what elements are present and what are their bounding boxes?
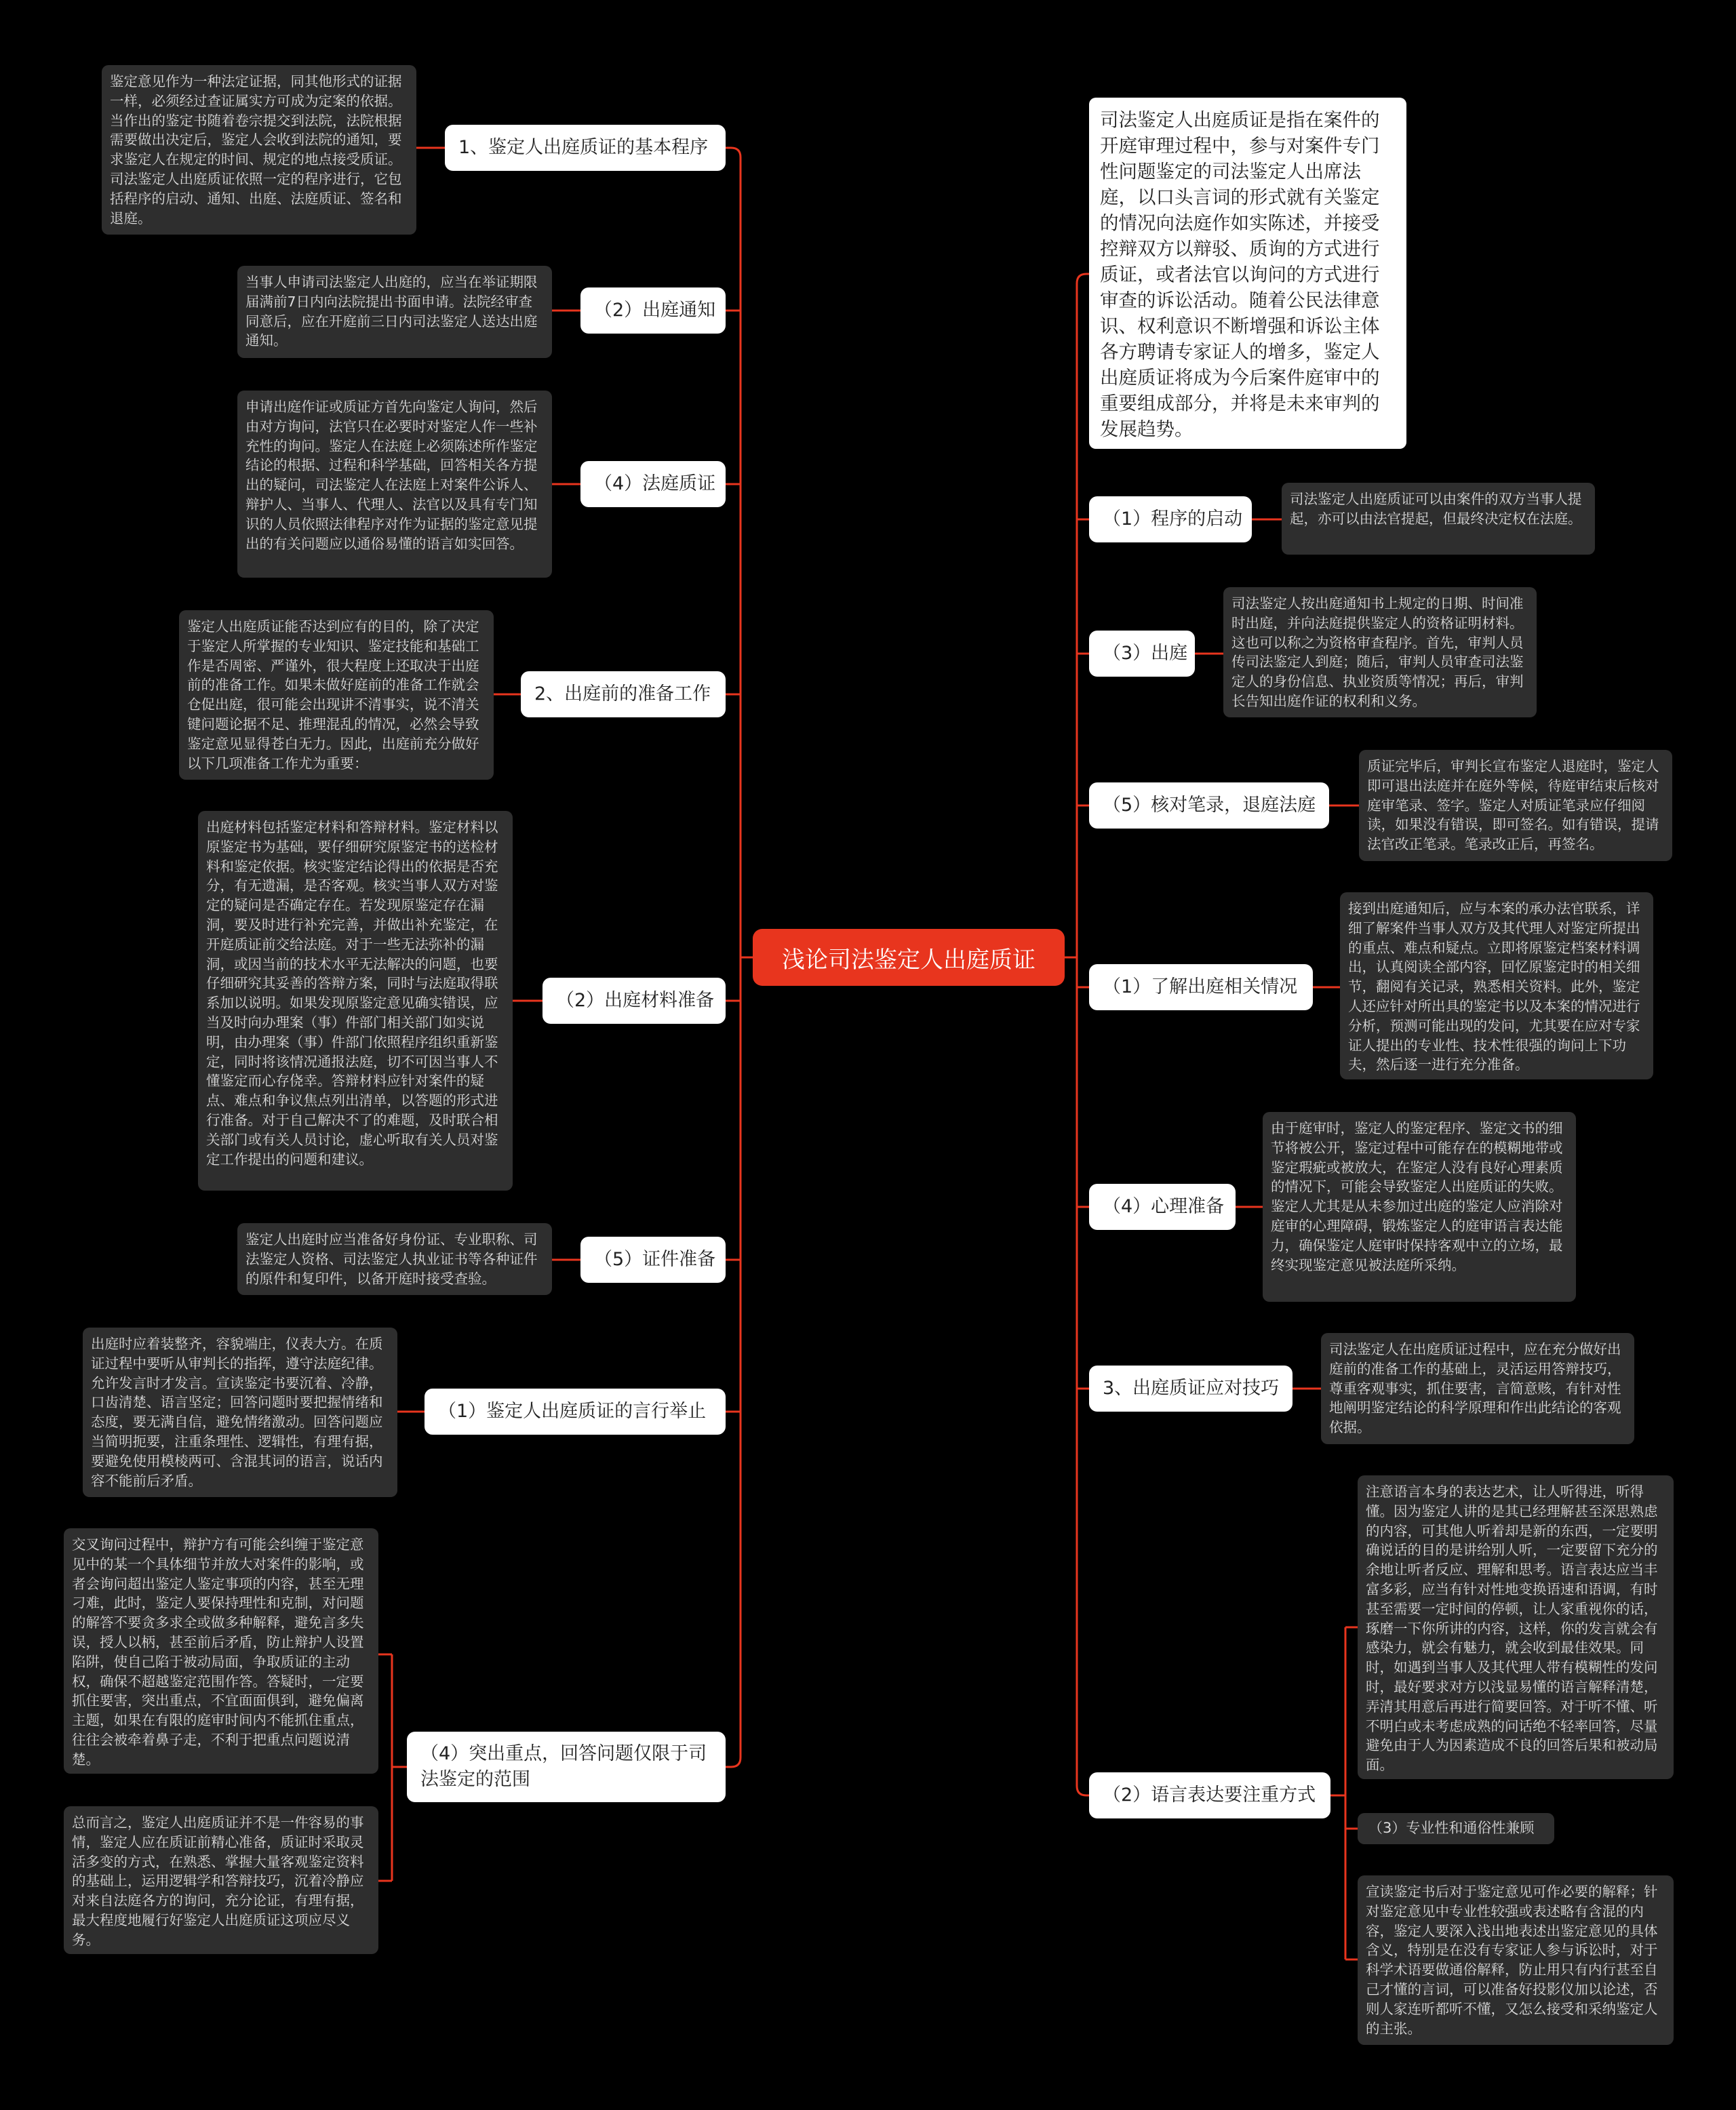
link-left-top <box>726 148 741 157</box>
branch-psychological-preparation[interactable]: （4）心理准备 <box>1089 1184 1236 1230</box>
note-professional-popular: 宣读鉴定书后对于鉴定意见可作必要的解释；针对鉴定意见中专业性较强或表述略有含混的内容，鉴定人要深入浅出地表述出鉴定意见的具体含义，特别是在没有专家证人参与诉讼时，对于科学术语要做通俗解释，防止用只有内行甚至自己才懂的言词，可以准备好投影仪加以论述，否则人家连听都听不懂，又怎么接受和采纳鉴定人的主张。 <box>1358 1875 1674 2045</box>
note-court-examination: 申请出庭作证或质证方首先向鉴定人询问，然后由对方询问，法官只在必要时对鉴定人作一些补充性的询问。鉴定人在法庭上必须陈述所作鉴定结论的根据、过程和科学基础，回答相关各方提出的疑问，司法鉴定人在法庭上对案件公诉人、辩护人、当事人、代理人、法官以及具有专门知识的人员依照法律程序对作为证据的鉴定意见提出的有关问题应以通俗易懂的语言如实回答。 <box>237 391 552 578</box>
note-conclusion: 总而言之，鉴定人出庭质证并不是一件容易的事情，鉴定人应在质证前精心准备，质证时采取灵活多变的方式，在熟悉、掌握大量客观鉴定资料的基础上，运用逻辑学和答辩技巧，沉着冷静应对来自法庭各方的询问，充分论证，有理有据，最大程度地履行好鉴定人出庭质证这项应尽义务。 <box>64 1806 378 1954</box>
branch-pre-court-preparation[interactable]: 2、出庭前的准备工作 <box>521 671 726 717</box>
branch-conduct[interactable]: （1）鉴定人出庭质证的言行举止 <box>425 1389 726 1435</box>
note-language-art: 注意语言本身的表达艺术，让人听得进，听得懂。因为鉴定人讲的是其已经理解甚至深思熟虑的内容，可其他人听着却是新的东西，一定要明确说话的目的是讲给别人听，一定要留下充分的余地让听者反应、理解和思考。语言表达应当丰富多彩，应当有针对性地变换语速和语调，有时甚至需要一定时间的停顿，让人家重视你的话，琢磨一下你所讲的内容，这样，你的发言就会有感染力，就会有魅力，就会收到最佳效果。同时，如遇到当事人及其代理人带有模糊性的发问时，最好要求对方以浅显易懂的语言解释清楚，弄清其用意后再进行简要回答。对于听不懂、听不明白或未考虑成熟的问话绝不轻率回答，尽量避免由于人为因素造成不良的回答后果和被动局面。 <box>1358 1475 1674 1779</box>
branch-check-transcript[interactable]: （5）核对笔录，退庭法庭 <box>1089 782 1329 829</box>
link-left-bottom <box>726 1757 741 1767</box>
branch-court-notice[interactable]: （2）出庭通知 <box>580 287 726 334</box>
bracket-right-r7 <box>1330 1627 1358 1959</box>
branch-language-expression[interactable]: （2）语言表达要注重方式 <box>1089 1772 1330 1818</box>
branch-court-examination[interactable]: （4）法庭质证 <box>580 461 726 507</box>
branch-response-skills[interactable]: 3、出庭质证应对技巧 <box>1089 1366 1293 1412</box>
note-understand-situation: 接到出庭通知后，应与本案的承办法官联系，详细了解案件当事人双方及其代理人对鉴定所提出的重点、难点和疑点。立即将原鉴定档案材料调出，认真阅读全部内容，回忆原鉴定时的相关细节，翻阅有关记录，熟悉相关资料。此外，鉴定人还应针对所出具的鉴定书以及本案的情况进行分析，预测可能出现的发问，尤其要在应对专家证人提出的专业性、技术性很强的询问上下功夫，然后逐一进行充分准备。 <box>1340 892 1653 1079</box>
note-court-notice: 当事人申请司法鉴定人出庭的，应当在举证期限届满前7日内向法院提出书面申请。法院经审查同意后，应在开庭前三日内司法鉴定人送达出庭通知。 <box>237 266 552 358</box>
note-procedure-start: 司法鉴定人出庭质证可以由案件的双方当事人提起，亦可以由法官提起，但最终决定权在法庭。 <box>1282 483 1595 555</box>
central-topic[interactable]: 浅论司法鉴定人出庭质证 <box>753 929 1065 986</box>
intro-note: 司法鉴定人出庭质证是指在案件的开庭审理过程中，参与对案件专门性问题鉴定的司法鉴定人出席法庭，以口头言词的形式就有关鉴定的情况向法庭作如实陈述，并接受控辩双方以辩驳、质询的方式进行质证，或者法官以询问的方式进行审查的诉讼活动。随着公民法律意识、权利意识不断增强和诉讼主体各方聘请专家证人的增多，鉴定人出庭质证将成为今后案件庭审中的重要组成部分，并将是未来审判的发展趋势。 <box>1089 98 1406 449</box>
note-response-skills: 司法鉴定人在出庭质证过程中，应在充分做好出庭前的准备工作的基础上，灵活运用答辩技巧，尊重客观事实，抓住要害，言简意赅，有针对性地阐明鉴定结论的科学原理和作出此结论的客观依据。 <box>1321 1333 1634 1444</box>
subtopic-professional-popular[interactable]: （3）专业性和通俗性兼顾 <box>1358 1813 1554 1844</box>
note-materials-preparation: 出庭材料包括鉴定材料和答辩材料。鉴定材料以原鉴定书为基础，要仔细研究原鉴定书的送检材料和鉴定依据。核实鉴定结论得出的依据是否充分，有无遗漏，是否客观。核实当事人双方对鉴定的疑问是否确定存在。若发现原鉴定存在漏洞，要及时进行补充完善，并做出补充鉴定，在开庭质证前交给法庭。对于一些无法弥补的漏洞，或因当前的技术水平无法解决的问题，也要仔细研究其妥善的答辩方案，同时与法庭取得联系加以说明。如果发现原鉴定意见确实错误，应当及时向办理案（事）件部门相关部门如实说明，由办理案（事）件部门依照程序组织重新鉴定，同时将该情况通报法庭，切不可因当事人不懂鉴定而心存侥幸。答辩材料应针对案件的疑点、难点和争议焦点列出清单，以答题的形式进行准备。对于自己解决不了的难题，及时联合相关部门或有关人员讨论，虚心听取有关人员对鉴定工作提出的问题和建议。 <box>198 811 513 1191</box>
branch-basic-procedure[interactable]: 1、鉴定人出庭质证的基本程序 <box>445 125 726 171</box>
note-conduct: 出庭时应着装整齐，容貌端庄，仪表大方。在质证过程中要听从审判长的指挥，遵守法庭纪律。允许发言时才发言。宣读鉴定书要沉着、冷静，口齿清楚、语言坚定；回答问题时要把握情绪和态度，要无满自信，避免情绪激动。回答问题应当简明扼要，注重条理性、逻辑性，有理有据，要避免使用模棱两可、含混其词的语言，说话内容不能前后矛盾。 <box>83 1328 397 1497</box>
bracket-left-b8 <box>378 1654 407 1881</box>
note-pre-court-preparation: 鉴定人出庭质证能否达到应有的目的，除了决定于鉴定人所掌握的专业知识、鉴定技能和基础工作是否周密、严谨外，很大程度上还取决于出庭前的准备工作。如果未做好庭前的准备工作就会仓促出庭，很可能会出现讲不清事实，说不清关键问题论据不足、推理混乱的情况，必然会导致鉴定意见显得苍白无力。因此，出庭前充分做好以下几项准备工作尤为重要： <box>179 610 494 780</box>
branch-focus-key-points[interactable]: （4）突出重点，回答问题仅限于司法鉴定的范围 <box>407 1732 726 1802</box>
branch-understand-situation[interactable]: （1）了解出庭相关情况 <box>1089 964 1313 1010</box>
note-basic-procedure: 鉴定意见作为一种法定证据，同其他形式的证据一样，必须经过查证属实方可成为定案的依据。当作出的鉴定书随着卷宗提交到法院，法院根据需要做出决定后，鉴定人会收到法院的通知，要求鉴定人在规定的时间、规定的地点接受质证。司法鉴定人出庭质证依照一定的程序进行，它包括程序的启动、通知、出庭、法庭质证、签名和退庭。 <box>102 65 416 235</box>
branch-appear-in-court[interactable]: （3）出庭 <box>1089 631 1195 677</box>
branch-procedure-start[interactable]: （1）程序的启动 <box>1089 496 1252 542</box>
note-psychological-preparation: 由于庭审时，鉴定人的鉴定程序、鉴定文书的细节将被公开，鉴定过程中可能存在的模糊地带或鉴定瑕疵或被放大，在鉴定人没有良好心理素质的情况下，可能会导致鉴定人出庭质证的失败。鉴定人尤其是从未参加过出庭的鉴定人应消除对庭审的心理障碍，锻炼鉴定人的庭审语言表达能力，确保鉴定人庭审时保持客观中立的立场，最终实现鉴定意见被法庭所采纳。 <box>1263 1112 1576 1302</box>
note-appear-in-court: 司法鉴定人按出庭通知书上规定的日期、时间准时出庭，并向法庭提供鉴定人的资格证明材料。这也可以称之为资格审查程序。首先，审判人员传司法鉴定人到庭；随后，审判人员审查司法鉴定人的身份信息、执业资质等情况；再后，审判长告知出庭作证的权利和义务。 <box>1223 587 1537 717</box>
link-right-bottom <box>1077 1786 1089 1795</box>
branch-materials-preparation[interactable]: （2）出庭材料准备 <box>542 978 726 1024</box>
branch-documents-preparation[interactable]: （5）证件准备 <box>580 1237 726 1283</box>
note-documents-preparation: 鉴定人出庭时应当准备好身份证、专业职称、司法鉴定人资格、司法鉴定人执业证书等各种证件的原件和复印件，以备开庭时接受查验。 <box>237 1223 552 1295</box>
note-check-transcript: 质证完毕后，审判长宣布鉴定人退庭时，鉴定人即可退出法庭并在庭外等候，待庭审结束后核对庭审笔录、签字。鉴定人对质证笔录应仔细阅读，如果没有错误，即可签名。如有错误，提请法官改正笔录。笔录改正后，再签名。 <box>1359 750 1672 861</box>
note-focus-key-points: 交叉询问过程中，辩护方有可能会纠缠于鉴定意见中的某一个具体细节并放大对案件的影响，或者会询问超出鉴定人鉴定事项的内容，甚至无理刁难，此时，鉴定人要保持理性和克制，对问题的解答不要贪多求全或做多种解释，避免言多失误，授人以柄，甚至前后矛盾，防止辩护人设置陷阱，使自己陷于被动局面，争取质证的主动权，确保不超越鉴定范围作答。答疑时，一定要抓住要害，突出重点，不宜面面俱到，避免偏离主题，如果在有限的庭审时间内不能抓住重点，往往会被牵着鼻子走，不利于把重点问题说清楚。 <box>64 1528 378 1774</box>
link-right-top <box>1077 274 1089 283</box>
